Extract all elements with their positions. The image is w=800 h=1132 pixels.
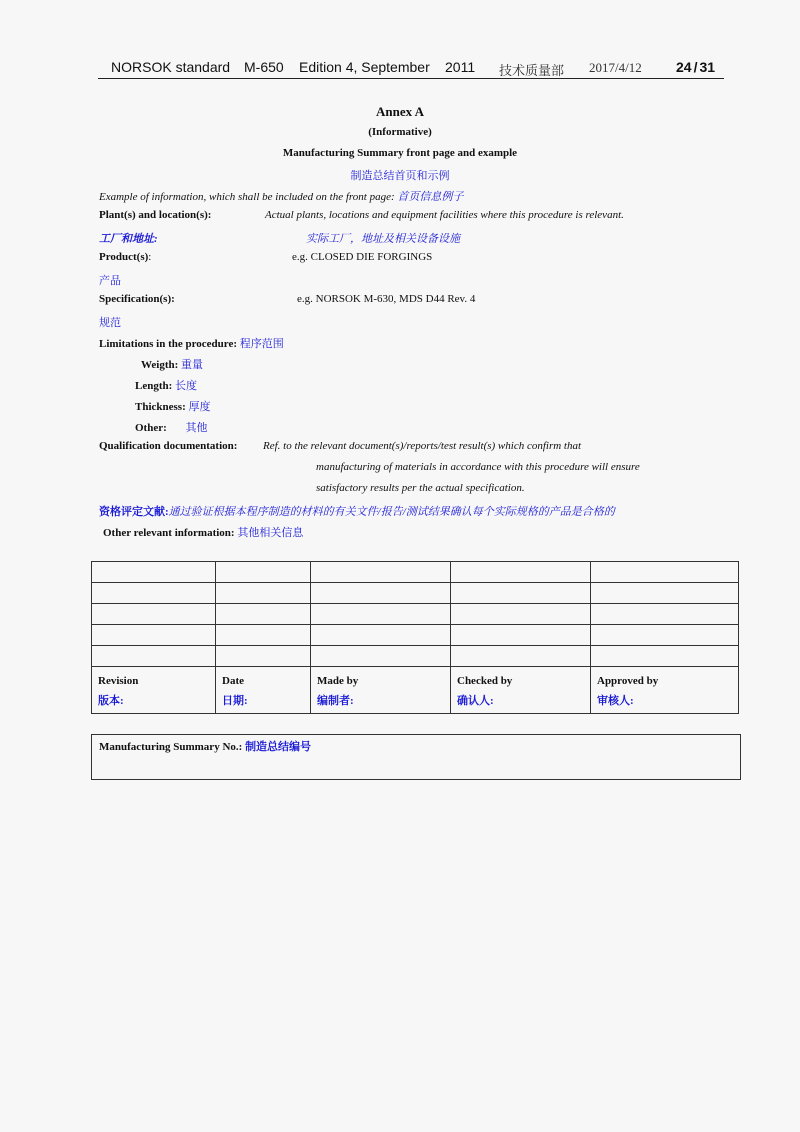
date-header-cell	[216, 667, 311, 714]
qual-line-3: satisfactory results per the actual specification.	[316, 482, 525, 494]
other-cn: 其他	[185, 422, 208, 434]
revision-header-cell	[92, 667, 216, 714]
table-cell[interactable]	[311, 625, 451, 646]
plants-label-cn: 工厂和地址:	[99, 233, 158, 245]
intro-cn: 首页信息例子	[397, 191, 464, 203]
summary-label: Manufacturing Summary No.:	[99, 741, 243, 753]
checked-by-header-en: Checked by	[457, 675, 513, 687]
table-cell[interactable]	[311, 646, 451, 667]
page-current: 24	[676, 59, 692, 75]
length-cn: 长度	[175, 380, 198, 392]
table-row	[92, 646, 739, 667]
table-cell[interactable]	[92, 646, 216, 667]
table-cell[interactable]	[92, 625, 216, 646]
table-row	[92, 604, 739, 625]
table-row	[92, 583, 739, 604]
page-separator: /	[693, 59, 698, 75]
spec-label: Specification(s):	[99, 293, 175, 305]
table-cell[interactable]	[311, 604, 451, 625]
other-line	[135, 419, 208, 435]
annex-title: Annex A	[375, 104, 425, 119]
header-department: 技术质量部	[499, 63, 565, 78]
checked-by-header-cell	[451, 667, 591, 714]
table-row	[92, 625, 739, 646]
table-cell[interactable]	[451, 625, 591, 646]
made-by-header-en: Made by	[317, 675, 359, 687]
made-by-header-cn: 编制者:	[317, 695, 354, 707]
table-cell[interactable]	[591, 646, 739, 667]
approved-by-header-cn: 审核人:	[597, 695, 634, 707]
table-cell[interactable]	[311, 562, 451, 583]
summary-box[interactable]	[91, 734, 741, 780]
header-page-number	[676, 59, 715, 75]
table-cell[interactable]	[591, 562, 739, 583]
weight-cn: 重量	[181, 359, 204, 371]
header-date: 2017/4/12	[589, 60, 642, 75]
annex-subtitle: (Informative)	[368, 126, 432, 138]
limits-cn: 程序范围	[239, 338, 284, 350]
page-total: 31	[699, 59, 716, 75]
spec-cn: 规范	[99, 317, 121, 329]
other-label: Other:	[135, 422, 167, 434]
length-line	[135, 377, 197, 393]
table-cell[interactable]	[451, 646, 591, 667]
table-cell[interactable]	[216, 625, 311, 646]
weight-label: Weigth:	[141, 359, 179, 371]
made-by-header-cell	[311, 667, 451, 714]
table-cell[interactable]	[92, 583, 216, 604]
qual-cn-label: 资格评定文献:	[99, 506, 169, 518]
thickness-line	[135, 398, 211, 414]
other-info-label: Other relevant information:	[103, 527, 235, 539]
approved-by-header-en: Approved by	[597, 675, 659, 687]
plants-value-cn: 实际工厂，地址及相关设备设施	[306, 233, 460, 245]
qual-line-2: manufacturing of materials in accordance with this procedure will ensure	[316, 461, 640, 473]
product-label: Product(s)	[99, 251, 149, 263]
table-cell[interactable]	[591, 604, 739, 625]
table-cell[interactable]	[451, 583, 591, 604]
table-header-row	[92, 667, 739, 714]
qual-label: Qualification documentation:	[99, 440, 238, 452]
plants-label: Plant(s) and location(s):	[99, 209, 212, 221]
intro-line	[99, 188, 463, 204]
table-cell[interactable]	[216, 604, 311, 625]
header-code: M-650	[244, 59, 284, 75]
table-cell[interactable]	[451, 562, 591, 583]
table-cell[interactable]	[92, 562, 216, 583]
spec-value: e.g. NORSOK M-630, MDS D44 Rev. 4	[297, 293, 476, 305]
checked-by-header-cn: 确认人:	[457, 695, 494, 707]
table-cell[interactable]	[92, 604, 216, 625]
header-edition: Edition 4, September	[299, 59, 430, 75]
date-header-cn: 日期:	[222, 695, 248, 707]
product-colon: :	[148, 251, 152, 263]
product-value: e.g. CLOSED DIE FORGINGS	[292, 251, 433, 263]
table-cell[interactable]	[216, 562, 311, 583]
table-cell[interactable]	[591, 625, 739, 646]
table-row	[92, 562, 739, 583]
table-cell[interactable]	[216, 583, 311, 604]
qual-cn-value: 通过验证根据本程序制造的材料的有关文件/报告/测试结果确认每个实际规格的产品是合格的	[168, 506, 615, 518]
revision-header-cn: 版本:	[98, 695, 124, 707]
limits-label: Limitations in the procedure:	[99, 338, 238, 350]
thickness-cn: 厚度	[188, 401, 211, 413]
header-year: 2011	[445, 59, 476, 75]
table-cell[interactable]	[591, 583, 739, 604]
weight-line	[141, 356, 203, 372]
table-cell[interactable]	[311, 583, 451, 604]
other-info-line	[103, 524, 303, 540]
header-standard: NORSOK standard	[111, 59, 231, 75]
summary-label-cn: 制造总结编号	[245, 741, 312, 753]
thickness-label: Thickness:	[135, 401, 186, 413]
product-cn: 产品	[99, 275, 121, 287]
intro-en: Example of information, which shall be included on the front page:	[99, 191, 395, 203]
other-info-cn: 其他相关信息	[237, 527, 304, 539]
revision-table	[91, 561, 739, 714]
plants-value: Actual plants, locations and equipment facilities where this procedure is relevant.	[265, 209, 624, 221]
header-rule	[98, 78, 724, 79]
revision-header-en: Revision	[98, 675, 139, 687]
limits-line	[99, 335, 284, 351]
length-label: Length:	[135, 380, 173, 392]
qual-line-1: Ref. to the relevant document(s)/reports/test result(s) which confirm that	[263, 440, 582, 452]
annex-heading-en: Manufacturing Summary front page and example	[282, 147, 518, 159]
date-header-en: Date	[222, 675, 244, 687]
annex-heading-cn: 制造总结首页和示例	[350, 170, 450, 182]
qual-cn-line	[99, 503, 615, 519]
approved-by-header-cell	[591, 667, 739, 714]
table-cell[interactable]	[216, 646, 311, 667]
table-cell[interactable]	[451, 604, 591, 625]
product-label-line	[99, 251, 151, 263]
